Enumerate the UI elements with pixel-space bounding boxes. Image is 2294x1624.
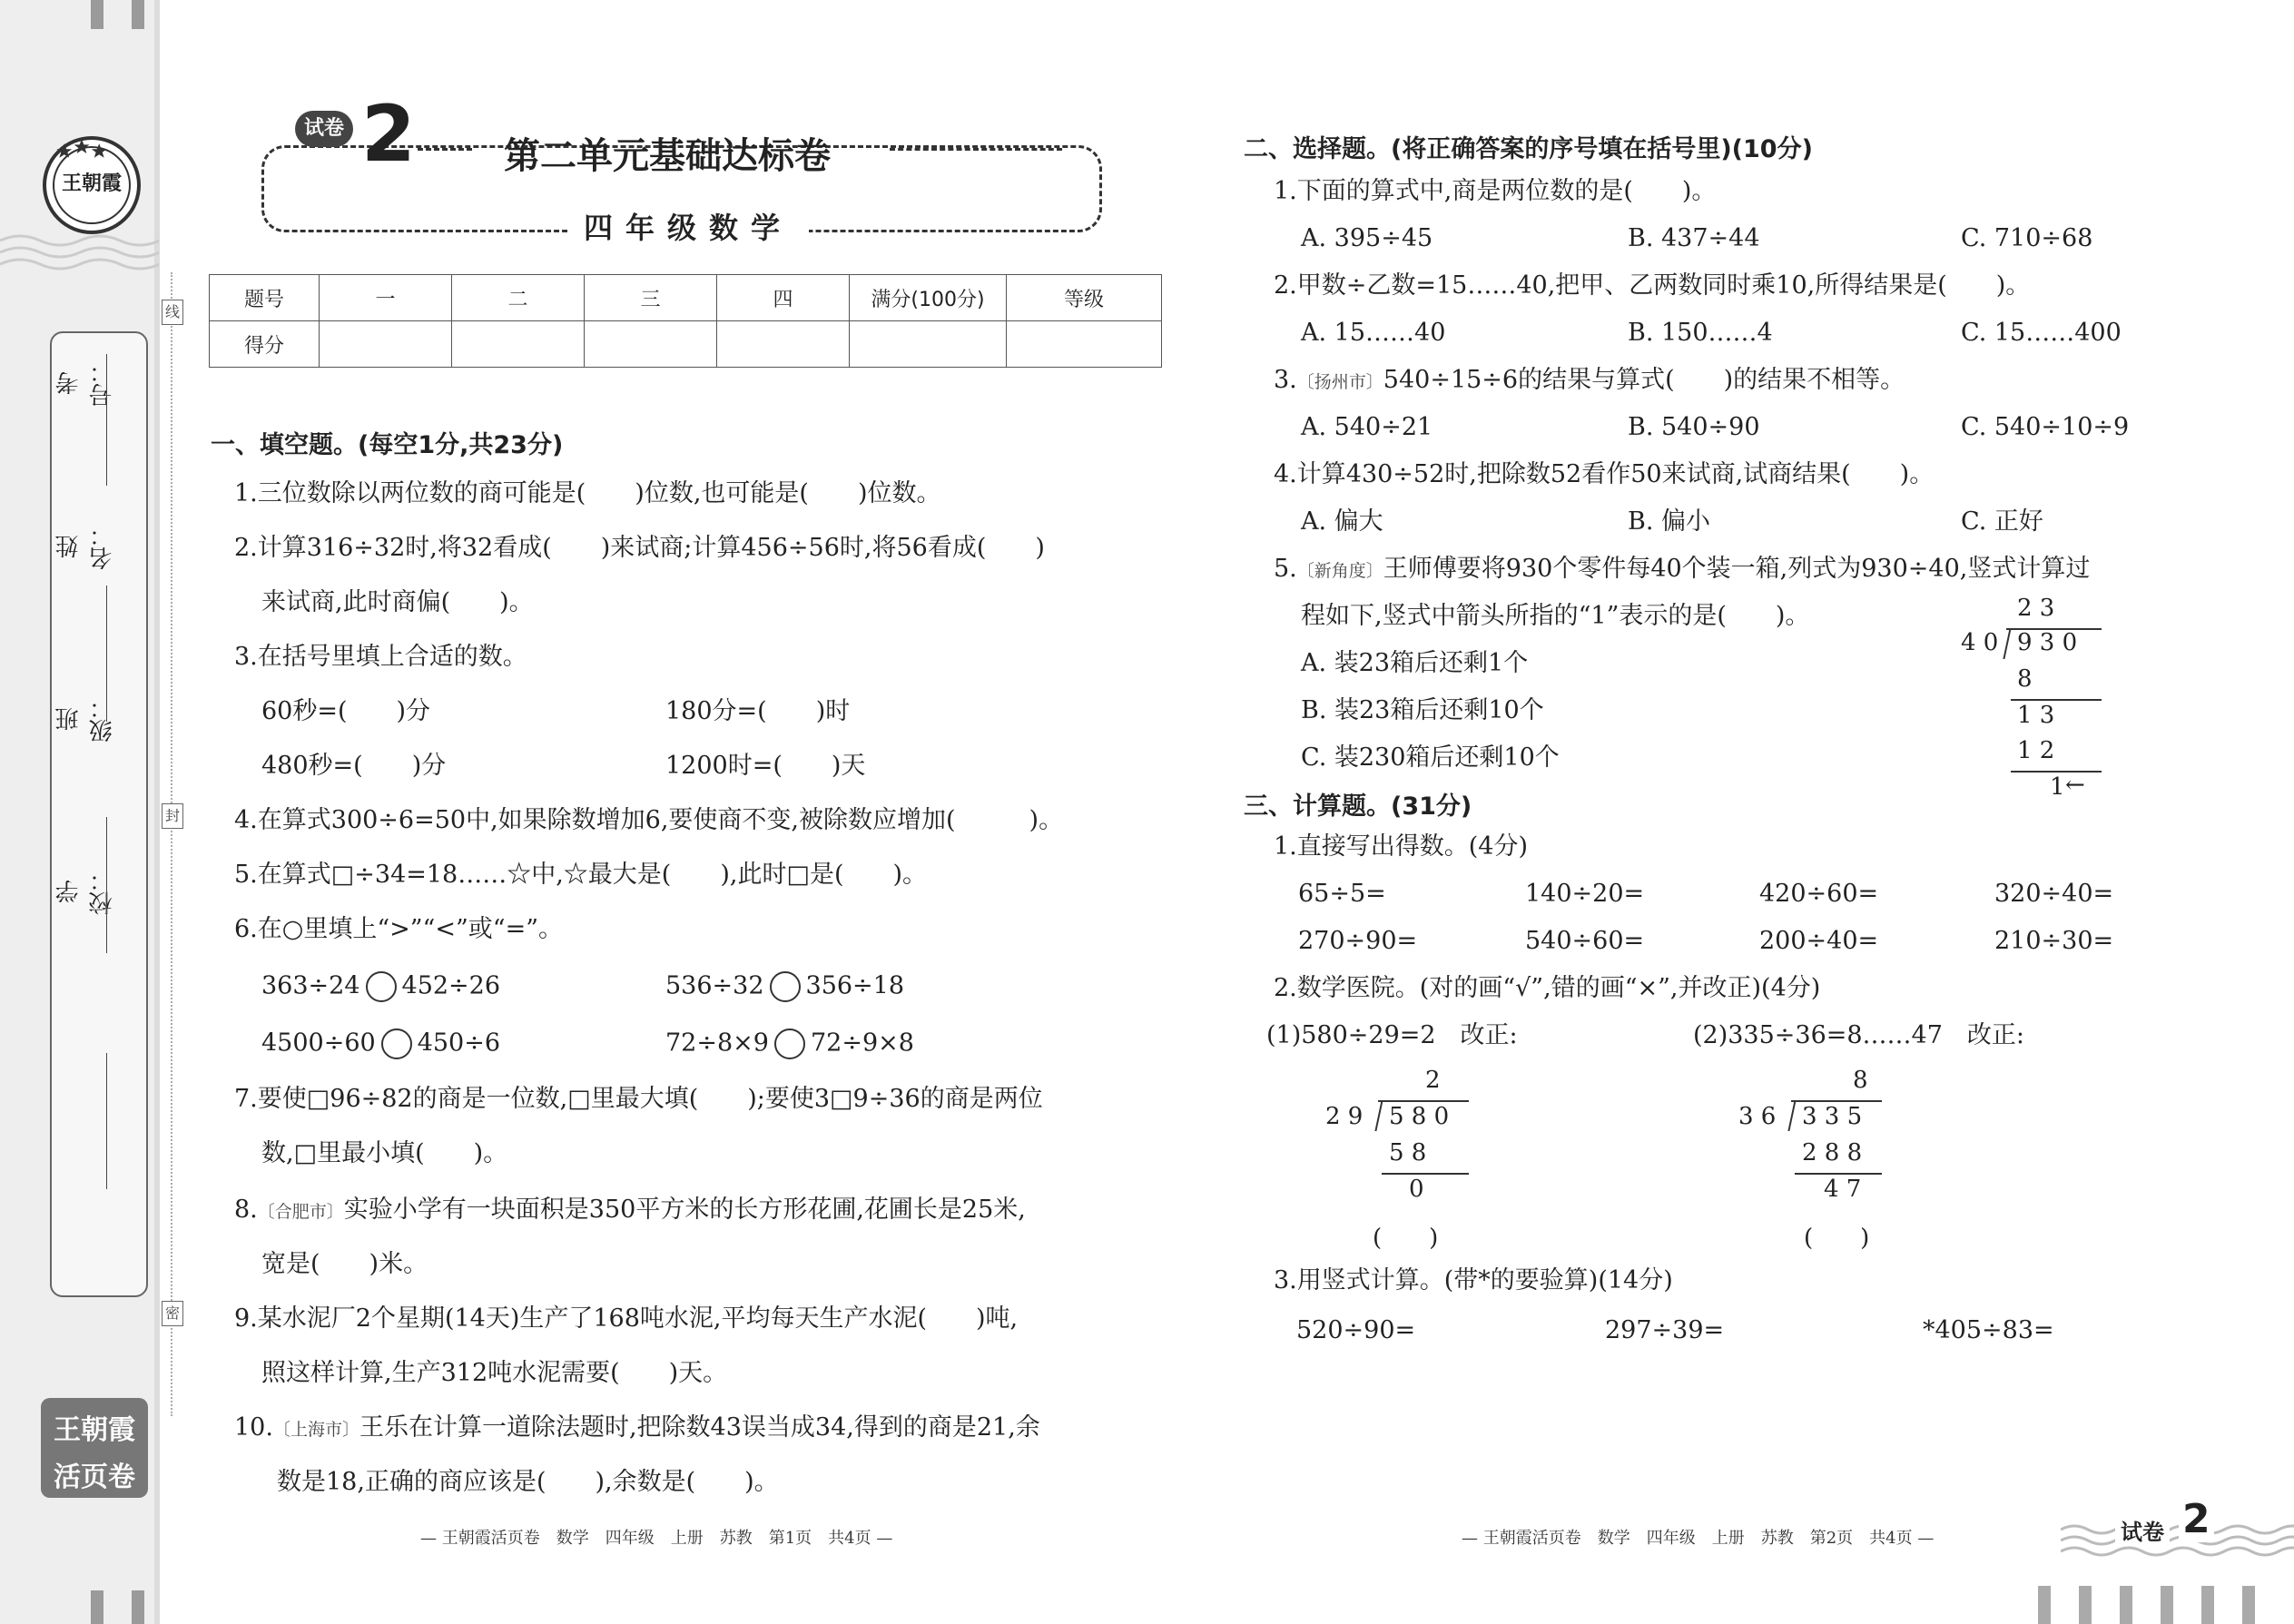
compare-circle[interactable] <box>381 1029 412 1059</box>
s3-q2: 2.数学医院。(对的画“√”,错的画“×”,并改正)(4分) <box>1274 974 1821 1002</box>
score-header: 一 <box>320 275 452 321</box>
footer-left: — 王朝霞活页卷 数学 四年级 上册 苏教 第1页 共4页 — <box>420 1529 893 1548</box>
stripe-mark <box>2242 1586 2255 1624</box>
score-cell[interactable] <box>585 321 717 368</box>
s2-q3-opt: C. 540÷10÷9 <box>1961 413 2130 441</box>
label-school: 学校： <box>55 868 116 915</box>
s1-q3: 3.在括号里填上合适的数。 <box>234 643 527 671</box>
s2-q5-line2: 程如下,竖式中箭头所指的“1”表示的是( )。 <box>1301 602 1810 630</box>
paper-number: 2 <box>361 89 416 180</box>
region-tag: 〔新角度〕 <box>1296 561 1383 581</box>
paper-badge: 试卷 <box>295 111 353 147</box>
s2-q5-opt: B. 装23箱后还剩10个 <box>1301 696 1544 724</box>
stripe-mark <box>2161 1586 2173 1624</box>
s1-q9-line2: 照这样计算,生产312吨水泥需要( )天。 <box>261 1359 728 1387</box>
mental-calc: 210÷30= <box>1994 927 2114 955</box>
label-exam-no: 考号： <box>55 359 116 407</box>
ld-remainder: 0 <box>1409 1176 1424 1203</box>
paper-subtitle: 四年级数学 <box>567 205 809 247</box>
score-cell[interactable] <box>717 321 850 368</box>
student-info-box <box>50 331 148 1297</box>
s2-q3: 3.〔扬州市〕540÷15÷6的结果与算式( )的结果不相等。 <box>1274 366 1905 394</box>
corner-label: 试卷 <box>2115 1514 2170 1546</box>
wave-decoration <box>0 227 159 281</box>
compare-left: 363÷24 <box>261 971 360 1000</box>
stripe-mark <box>2038 1586 2051 1624</box>
compare-item <box>665 1029 914 1059</box>
stripe-mark <box>2201 1586 2214 1624</box>
s1-q10-line1: 10.〔上海市〕王乐在计算一道除法题时,把除数43误当成34,得到的商是21,余 <box>234 1413 1040 1442</box>
compare-circle[interactable] <box>770 971 801 1002</box>
compare-item <box>261 971 500 1002</box>
binding-tab-mark <box>91 1590 103 1624</box>
s2-q4-opt: C. 正好 <box>1961 507 2043 536</box>
s1-q8-line1: 8.〔合肥市〕实验小学有一块面积是350平方米的长方形花圃,花圃长是25米, <box>234 1196 1026 1224</box>
s1-q3-item: 60秒=( )分 <box>261 697 431 725</box>
brand-logo-square <box>41 1398 148 1498</box>
brand-seal-text: 王朝霞 <box>61 172 122 195</box>
brand-logo-top: 王朝霞 <box>54 1414 135 1446</box>
judge-paren[interactable]: ( ) <box>1373 1225 1439 1252</box>
region-tag: 〔扬州市〕 <box>1296 372 1383 392</box>
ld-quotient: 8 <box>1853 1067 1868 1094</box>
compare-right: 72÷9×8 <box>810 1029 914 1058</box>
label-class: 班级： <box>55 695 116 743</box>
s2-q1-opt: B. 437÷44 <box>1628 224 1760 252</box>
s1-q3-item: 480秒=( )分 <box>261 752 447 780</box>
long-division-580-29 <box>1325 1067 1471 1266</box>
mental-calc: 200÷40= <box>1759 927 1879 955</box>
ld-remainder: 4 7 <box>1824 1176 1862 1203</box>
ld-step: 8 <box>2017 665 2033 693</box>
binding-tab-mark <box>132 0 144 29</box>
s1-q5: 5.在算式□÷34=18……☆中,☆最大是( ),此时□是( )。 <box>234 861 928 889</box>
s2-q3-opt: B. 540÷90 <box>1628 413 1760 441</box>
compare-left: 536÷32 <box>665 971 764 1000</box>
class-line[interactable] <box>106 817 107 953</box>
arrow-left-icon: ← <box>2065 772 2085 799</box>
score-header: 三 <box>585 275 717 321</box>
ld-step: 1 3 <box>2017 702 2055 729</box>
s1-q3-item: 1200时=( )天 <box>665 752 866 780</box>
section2-title: 二、选择题。(将正确答案的序号填在括号里)(10分) <box>1244 135 1813 163</box>
s1-q2-line2: 来试商,此时商偏( )。 <box>261 588 534 616</box>
s1-q1: 1.三位数除以两位数的商可能是( )位数,也可能是( )位数。 <box>234 479 941 507</box>
score-header: 四 <box>717 275 850 321</box>
corner-number: 2 <box>2179 1496 2214 1542</box>
s1-q6: 6.在○里填上“>”“<”或“=”。 <box>234 915 564 943</box>
section1-title: 一、填空题。(每空1分,共23分) <box>211 431 564 459</box>
cut-line <box>171 272 172 1416</box>
s2-q1-opt: A. 395÷45 <box>1301 224 1433 252</box>
s3-q2b-label: (2)335÷36=8……47 改正: <box>1693 1021 2025 1049</box>
compare-right: 356÷18 <box>805 971 905 1000</box>
mental-calc: 420÷60= <box>1759 880 1879 908</box>
compare-right: 450÷6 <box>417 1029 501 1058</box>
score-header: 等级 <box>1007 275 1162 321</box>
long-division-930-40 <box>1961 595 2106 803</box>
written-calc: 297÷39= <box>1605 1316 1725 1344</box>
binding-tab-mark <box>132 1590 144 1624</box>
s1-q8-line2: 宽是( )米。 <box>261 1250 428 1278</box>
s2-q5-opt: A. 装23箱后还剩1个 <box>1301 649 1529 677</box>
cut-mark-seal: 封 <box>162 803 183 829</box>
label-name: 姓名： <box>55 523 116 570</box>
ld-step: 5 8 <box>1389 1139 1427 1166</box>
s1-q9-line1: 9.某水泥厂2个星期(14天)生产了168吨水泥,平均每天生产水泥( )吨, <box>234 1304 1019 1333</box>
compare-right: 452÷26 <box>401 971 501 1000</box>
brand-seal-logo <box>38 132 145 239</box>
corner-wave-decoration <box>2061 1521 2294 1557</box>
ld-step: 1 2 <box>2017 737 2055 764</box>
judge-paren[interactable]: ( ) <box>1804 1225 1870 1252</box>
mental-calc: 540÷60= <box>1525 927 1645 955</box>
ld-divisor: 4 0 <box>1961 629 1999 656</box>
cut-mark-secret: 密 <box>162 1301 183 1326</box>
score-row <box>210 321 1162 368</box>
compare-item <box>261 1029 500 1059</box>
s2-q1-opt: C. 710÷68 <box>1961 224 2093 252</box>
stripe-mark <box>2079 1586 2092 1624</box>
s2-q4-opt: A. 偏大 <box>1301 507 1383 536</box>
brand-logo-bottom: 活页卷 <box>54 1462 135 1493</box>
s1-q7-line2: 数,□里最小填( )。 <box>261 1139 508 1167</box>
s2-q2-opt: C. 15……400 <box>1961 319 2122 347</box>
s2-q1: 1.下面的算式中,商是两位数的是( )。 <box>1274 177 1717 205</box>
s1-q2-line1: 2.计算316÷32时,将32看成( )来试商;计算456÷56时,将56看成( ) <box>234 534 1045 562</box>
s3-q2a-label: (1)580÷29=2 改正: <box>1266 1021 1518 1049</box>
region-tag: 〔上海市〕 <box>272 1420 359 1440</box>
compare-circle[interactable] <box>774 1029 805 1059</box>
exam-no-line[interactable] <box>106 354 107 486</box>
score-header: 满分(100分) <box>850 275 1007 321</box>
s1-q10-line2: 数是18,正确的商应该是( ),余数是( )。 <box>277 1468 779 1496</box>
ld-dividend: 5 8 0 <box>1389 1103 1450 1130</box>
score-cell[interactable] <box>1007 321 1162 368</box>
name-line[interactable] <box>106 586 107 722</box>
s2-q5-opt: C. 装230箱后还剩10个 <box>1301 743 1560 772</box>
ld-divisor: 2 9 <box>1325 1103 1364 1130</box>
score-row-label: 得分 <box>210 321 320 368</box>
s2-q2-opt: B. 150……4 <box>1628 319 1773 347</box>
s2-q2: 2.甲数÷乙数=15……40,把甲、乙两数同时乘10,所得结果是( )。 <box>1274 271 2031 300</box>
mental-calc: 65÷5= <box>1298 880 1386 908</box>
compare-item <box>665 971 904 1002</box>
s1-q4: 4.在算式300÷6=50中,如果除数增加6,要使商不变,被除数应增加( )。 <box>234 806 1064 834</box>
ld-divisor: 3 6 <box>1738 1103 1777 1130</box>
region-tag: 〔合肥市〕 <box>257 1202 344 1222</box>
ld-quotient: 2 3 <box>2017 595 2055 622</box>
ld-quotient: 2 <box>1425 1067 1441 1094</box>
score-header: 题号 <box>210 275 320 321</box>
s1-q3-item: 180分=( )时 <box>665 697 851 725</box>
score-cell[interactable] <box>452 321 585 368</box>
ld-dividend: 9 3 0 <box>2017 629 2078 656</box>
s2-q5-line1: 5.〔新角度〕王师傅要将930个零件每40个装一箱,列式为930÷40,竖式计算过 <box>1274 555 2091 583</box>
mental-calc: 320÷40= <box>1994 880 2114 908</box>
compare-left: 4500÷60 <box>261 1029 376 1058</box>
cut-mark-line: 线 <box>162 300 183 325</box>
s3-q3: 3.用竖式计算。(带*的要验算)(14分) <box>1274 1266 1673 1294</box>
ld-step: 2 8 8 <box>1802 1139 1863 1166</box>
section3-title: 三、计算题。(31分) <box>1244 792 1472 821</box>
score-header-row <box>210 275 1162 321</box>
s2-q2-opt: A. 15……40 <box>1301 319 1446 347</box>
stripe-mark <box>2120 1586 2132 1624</box>
footer-right: — 王朝霞活页卷 数学 四年级 上册 苏教 第2页 共4页 — <box>1462 1529 1935 1548</box>
s2-q3-opt: A. 540÷21 <box>1301 413 1433 441</box>
written-calc: 520÷90= <box>1296 1316 1416 1344</box>
compare-left: 72÷8×9 <box>665 1029 769 1058</box>
s2-q4-opt: B. 偏小 <box>1628 507 1711 536</box>
mental-calc: 140÷20= <box>1525 880 1645 908</box>
mental-calc: 270÷90= <box>1298 927 1418 955</box>
score-header: 二 <box>452 275 585 321</box>
s2-q4: 4.计算430÷52时,把除数52看作50来试商,试商结果( )。 <box>1274 460 1935 488</box>
ld-dividend: 3 3 5 <box>1802 1103 1863 1130</box>
written-calc: *405÷83= <box>1923 1316 2054 1344</box>
long-division-335-36 <box>1738 1067 1884 1266</box>
school-line[interactable] <box>106 1053 107 1189</box>
score-table <box>209 274 1162 368</box>
compare-circle[interactable] <box>366 971 397 1002</box>
s1-q7-line1: 7.要使□96÷82的商是一位数,□里最大填( );要使3□9÷36的商是两位 <box>234 1085 1043 1113</box>
ld-remainder: 1 <box>2050 773 2065 801</box>
score-cell[interactable] <box>850 321 1007 368</box>
binding-tab-mark <box>91 0 103 29</box>
s3-q1: 1.直接写出得数。(4分) <box>1274 832 1529 861</box>
score-cell[interactable] <box>320 321 452 368</box>
paper-title: 第二单元基础达标卷 <box>504 135 831 177</box>
